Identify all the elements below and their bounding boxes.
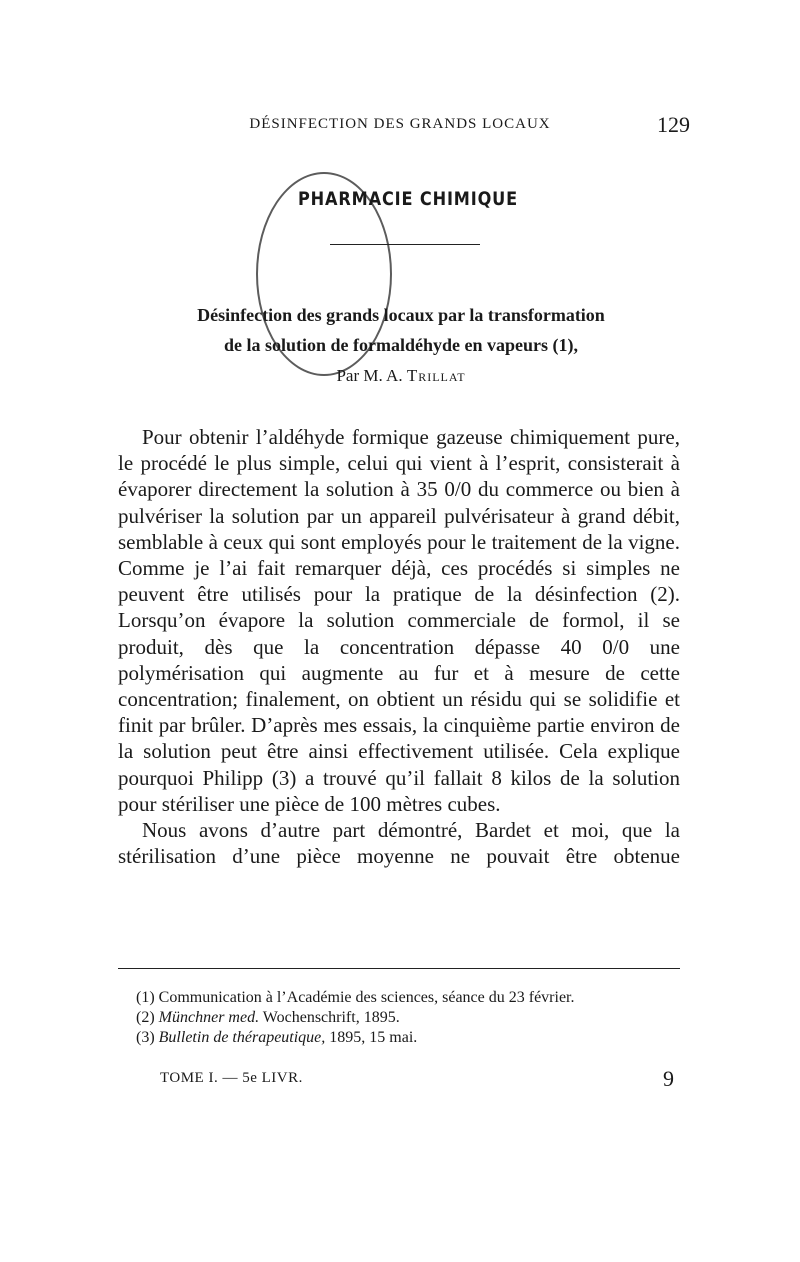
- article-title-line-1: Désinfection des grands locaux par la transformation: [197, 305, 605, 325]
- footnote-2-journal: Münchner med.: [158, 1009, 260, 1026]
- footnote-1: (1) Communication à l’Académie des sciences, séance du 23 février.: [136, 989, 575, 1006]
- footnote-3-journal: Bulletin de thérapeutique,: [158, 1029, 326, 1046]
- footnote-rule: [118, 968, 680, 969]
- article-title: [116, 300, 686, 360]
- body-text: [118, 424, 680, 869]
- volume-issue: TOME I. — 5e LIVR.: [160, 1070, 303, 1086]
- signature-mark: 9: [663, 1066, 674, 1091]
- stamp-underline: [330, 244, 480, 245]
- running-title: DÉSINFECTION DES GRANDS LOCAUX: [249, 116, 551, 132]
- footnote-2-year: 1895.: [363, 1009, 400, 1026]
- printer-signature: [160, 1066, 680, 1092]
- footnotes: [136, 988, 681, 1048]
- author-name: Trillat: [406, 366, 466, 385]
- footnote-2: [136, 1008, 681, 1028]
- footnote-3-date: 1895, 15 mai.: [329, 1029, 418, 1046]
- article-author: [116, 366, 686, 386]
- footnote-2-journal-rest: Wochenschrift,: [262, 1009, 360, 1026]
- stamp-text: PHARMACIE CHIMIQUE: [298, 188, 519, 210]
- page-number: 129: [657, 112, 690, 137]
- paragraph-2: Nous avons d’autre part démontré, Bardet et moi, que la stérilisation d’une pièce moyenne ne pouvait être obtenue: [118, 818, 680, 869]
- author-prefix: Par M. A.: [336, 366, 403, 385]
- footnote-3: [136, 1028, 681, 1048]
- running-head: [120, 112, 690, 142]
- footnote-2-number: (2): [136, 1009, 155, 1026]
- paragraph-1: Pour obtenir l’aldéhyde formique gazeuse chimiquement pure, le procédé le plus simple, celui qui vient à l’esprit, consisterait à évaporer directement la solution à 35 0/0 du commerce ou bien à pulvériser la solution par un appareil pulvérisateur à grand débit, semblable à ceux qui sont employés pour le traitement de la vigne. Comme je l’ai fait remarquer déjà, ces procédés si simples ne peuvent être utilisés pour la pratique de la désinfection (2). Lorsqu’on évapore la solution commerciale de formol, il se produit, dès que la concentration dépasse 40 0/0 une polymérisation qui augmente au fur et à mesure de cette concentration; finalement, on obtient un résidu qui se solidifie et finit par brûler. D’après mes essais, la cinquième partie environ de la solution peut être ainsi effectivement utilisée. Cela explique pourquoi Philipp (3) a trouvé qu’il fallait 8 kilos de la solution pour stériliser une pièce de 100 mètres cubes.: [118, 425, 680, 816]
- footnote-3-number: (3): [136, 1029, 155, 1046]
- article-title-line-2: de la solution de formaldéhyde en vapeurs (1),: [223, 335, 578, 355]
